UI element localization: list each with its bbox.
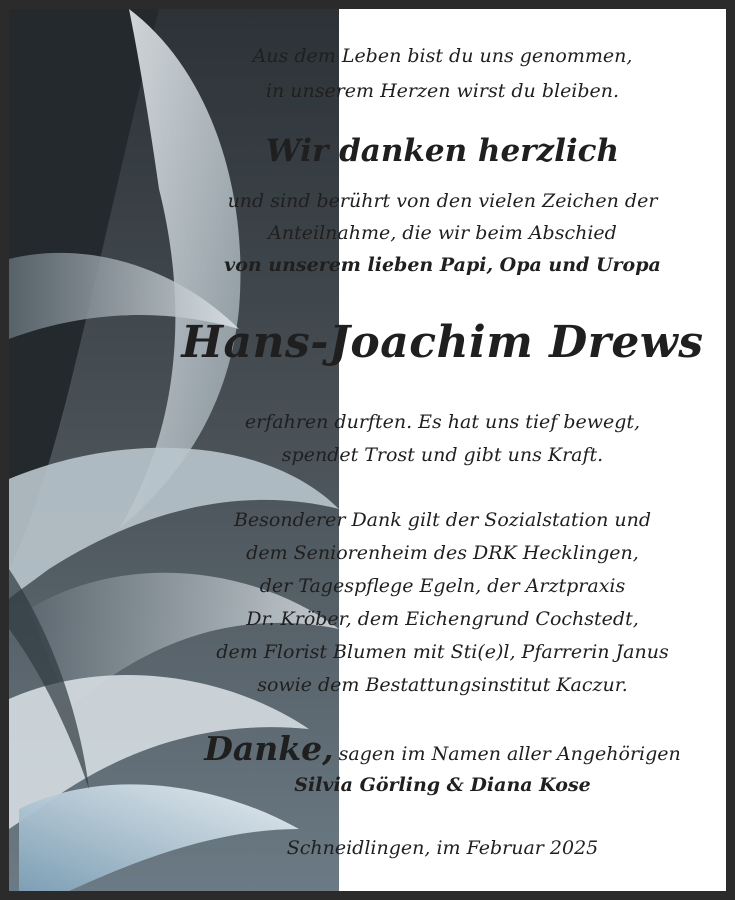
danke-line	[159, 729, 726, 768]
obituary-text	[159, 9, 726, 891]
special-thanks-line-4: Dr. Kröber, dem Eichengrund Cochstedt,	[246, 608, 639, 630]
intro-line-2: Anteilnahme, die wir beim Abschied	[268, 222, 617, 244]
thanks-heading: Wir danken herzlich	[265, 133, 620, 169]
danke-rest: sagen im Namen aller Angehörigen	[338, 743, 681, 765]
after-line-2: spendet Trost und gibt uns Kraft.	[281, 444, 604, 466]
danke-word: Danke,	[204, 729, 334, 768]
intro-line-1: und sind berührt von den vielen Zeichen der	[227, 190, 658, 212]
after-line-1: erfahren durften. Es hat uns tief bewegt,	[244, 411, 641, 433]
signers: Silvia Görling & Diana Kose	[294, 774, 591, 796]
verse-line-1: Aus dem Leben bist du uns genommen,	[252, 45, 633, 67]
deceased-name: Hans-Joachim Drews	[181, 317, 704, 368]
special-thanks-line-5: dem Florist Blumen mit Sti(e)l, Pfarrerin Janus	[216, 641, 669, 663]
special-thanks-line-3: der Tagespflege Egeln, der Arztpraxis	[259, 575, 626, 597]
verse-line-2: in unserem Herzen wirst du bleiben.	[265, 80, 620, 102]
special-thanks-line-2: dem Seniorenheim des DRK Hecklingen,	[246, 542, 639, 564]
special-thanks-line-1: Besonderer Dank gilt der Sozialstation und	[233, 509, 652, 531]
place-date: Schneidlingen, im Februar 2025	[286, 837, 599, 859]
intro-line-3: von unserem lieben Papi, Opa und Uropa	[224, 254, 661, 276]
special-thanks-line-6: sowie dem Bestattungsinstitut Kaczur.	[257, 674, 628, 696]
